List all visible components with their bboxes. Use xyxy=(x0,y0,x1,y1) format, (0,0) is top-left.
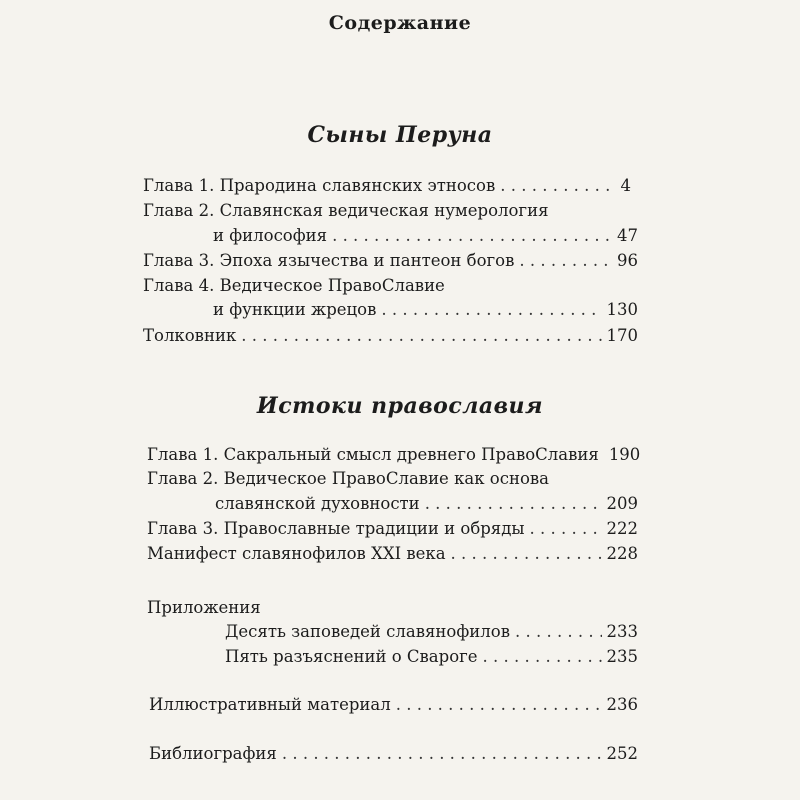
toc-entry xyxy=(225,647,638,667)
toc-entry-page: 228 xyxy=(606,544,638,563)
toc-entry xyxy=(149,744,638,764)
toc-entry-page: 96 xyxy=(617,251,638,270)
dot-leader xyxy=(515,622,602,642)
toc-entry xyxy=(215,494,638,514)
toc-entry-title: Глава 2. Славянская ведическая нумерология xyxy=(143,201,549,220)
toc-entry-title: Глава 2. Ведическое ПравоСлавие как основа xyxy=(147,469,550,488)
contents-title: Содержание xyxy=(328,12,472,34)
toc-entry-page: 4 xyxy=(620,176,631,195)
toc-entry-page: 130 xyxy=(606,300,638,319)
dot-leader xyxy=(500,176,615,196)
toc-entry xyxy=(213,300,638,320)
toc-entry-page: 170 xyxy=(606,326,638,345)
toc-entry-title: Библиография xyxy=(149,744,277,763)
toc-entry xyxy=(149,695,638,715)
dot-leader xyxy=(451,544,602,564)
toc-entry-title-cont: и функции жрецов xyxy=(213,300,377,319)
toc-entry-title: Манифест славянофилов XXI века xyxy=(147,544,446,563)
toc-entry xyxy=(147,544,638,564)
toc-entry-page: 252 xyxy=(606,744,638,763)
toc-entry xyxy=(225,622,638,642)
toc-entry-title: Глава 3. Эпоха язычества и пантеон богов xyxy=(143,251,515,270)
toc-entry xyxy=(143,326,638,346)
dot-leader xyxy=(396,695,602,715)
section-title-1: Сыны Перуна xyxy=(307,122,493,148)
toc-entry xyxy=(147,445,641,465)
appendices-heading: Приложения xyxy=(147,598,261,617)
toc-entry-page: 233 xyxy=(606,622,638,641)
toc-entry-title: Пять разъяснений о Свароге xyxy=(225,647,478,666)
toc-entry-title-cont: и философия xyxy=(213,226,328,245)
dot-leader xyxy=(483,647,602,667)
toc-entry-title: Десять заповедей славянофилов xyxy=(225,622,510,641)
toc-entry xyxy=(143,251,638,271)
dot-leader xyxy=(332,226,612,246)
dot-leader xyxy=(425,494,602,514)
toc-entry xyxy=(143,176,631,196)
toc-entry-title: Глава 4. Ведическое ПравоСлавие xyxy=(143,276,445,295)
toc-entry-title-cont: славянской духовности xyxy=(215,494,420,513)
bleed-through-text xyxy=(0,60,800,75)
toc-entry-page: 209 xyxy=(606,494,638,513)
dot-leader xyxy=(282,744,602,764)
toc-entry-page: 47 xyxy=(617,226,638,245)
section-title-2: Истоки православия xyxy=(256,393,544,419)
toc-entry-title: Толковник xyxy=(143,326,237,345)
toc-entry-page: 236 xyxy=(606,695,638,714)
toc-entry-title: Глава 3. Православные традиции и обряды xyxy=(147,519,525,538)
dot-leader xyxy=(241,326,601,346)
toc-entry xyxy=(147,519,638,539)
toc-entry-title: Глава 1. Прародина славянских этносов xyxy=(143,176,496,195)
toc-entry-page: 235 xyxy=(606,647,638,666)
dot-leader xyxy=(381,300,601,320)
toc-entry xyxy=(213,226,638,246)
dot-leader xyxy=(519,251,612,271)
toc-entry-title: Иллюстративный материал xyxy=(149,695,391,714)
toc-entry-page: 190 xyxy=(608,445,641,464)
toc-entry-title: Глава 1. Сакральный смысл древнего ПравоСлавия xyxy=(147,445,599,464)
toc-entry-page: 222 xyxy=(606,519,638,538)
dot-leader xyxy=(530,519,602,539)
